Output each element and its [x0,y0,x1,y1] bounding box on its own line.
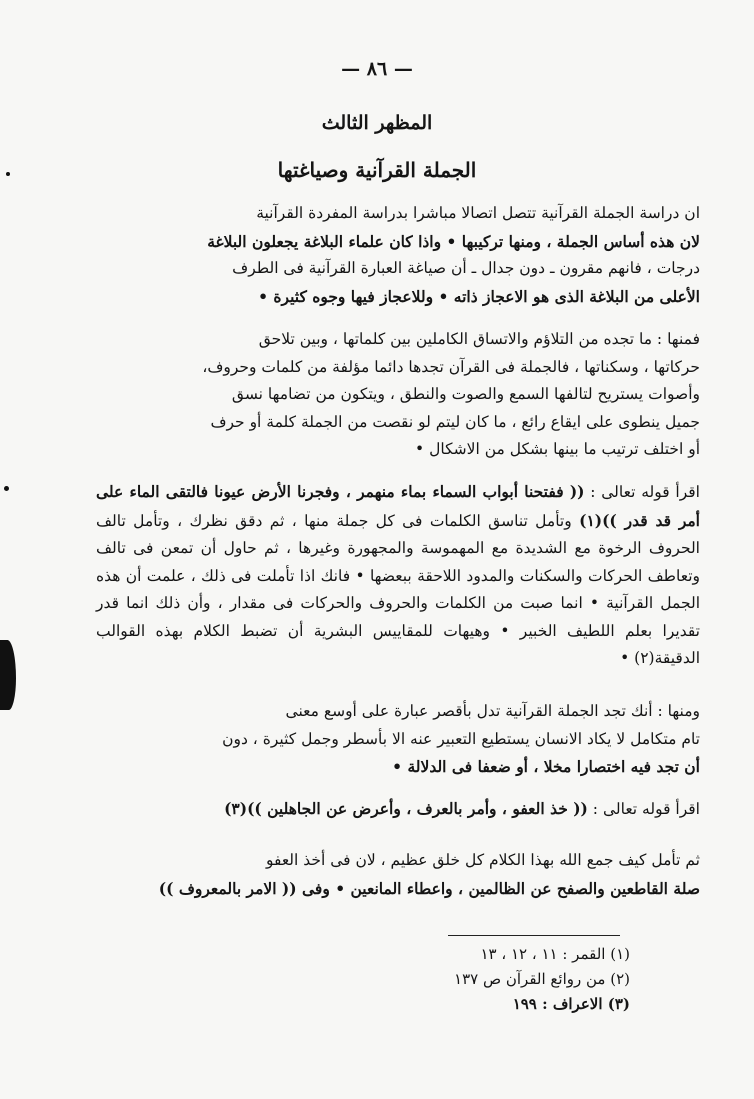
paragraph-harmony [96,326,700,464]
text-line: لان هذه أساس الجملة ، ومنها تركيبها • واذا كان علماء البلاغة يجعلون البلاغة [207,231,700,251]
paragraph-second-quote [96,795,700,824]
text-line: أن تجد فيه اختصارا مخلا ، أو ضعفا فى الدلالة • [392,757,700,776]
quran-quote: (( خذ العفو ، وأمر بالعرف ، وأعرض عن الجاهلين ))(٣) [224,799,588,818]
text-line: تام متكامل لا يكاد الانسان يستطيع التعبير عنه الا بأسطر وجمل كثيرة ، دون [222,729,700,748]
text-line: ان دراسة الجملة القرآنية تتصل اتصالا مباشرا بدراسة المفردة القرآنية [256,204,700,222]
text-line: جميل ينطوى على ايقاع رائع ، ما كان ليتم لو نقصت من الجملة كلمة أو حرف [210,412,700,431]
text-line: صلة القاطعين والصفح عن الظالمين ، واعطاء المانعين • وفى (( الامر بالمعروف )) [158,878,700,898]
footnote: (٢) من روائع القرآن ص ١٣٧ [454,970,630,988]
footnote: (١) القمر : ١١ ، ١٢ ، ١٣ [480,945,630,963]
paragraph-body: وتأمل تناسق الكلمات فى كل جملة منها ، ثم دقق نظرك ، وتأمل تالف الحروف الرخوة مع الشديدة مع المهموسة والمجهورة وغيرها ، ثم حاول أن تمعن فى تالف وتعاطف الحركات والسكنات والمدود اللاحقة ببعضها • فانك اذا تأملت فى ذلك ، علمت أن هذه الجمل القرآنية • انما صبت من الكلمات والحروف والحركات فى مقدار ، وأن ذلك انما قدر تقديرا بعلم اللطيف الخبير • وهيهات للمقاييس البشرية أن تضبط الكلام بهذه القوالب الدقيقة(٢) • [96,511,700,667]
quran-quote: (( ففتحنا أبواب السماء بماء منهمر ، وفجرنا الأرض عيونا فالتقى الماء على أمر قد قدر ))(١) [96,482,700,530]
paragraph-intro [96,200,700,310]
text-line: أو اختلف ترتيب ما بينها بشكل من الاشكال • [415,440,700,458]
paragraph-concision [96,698,700,781]
paragraph-reflection [96,847,700,902]
text-line: درجات ، فانهم مقرون ـ دون جدال ـ أن صياغة العبارة القرآنية فى الطرف [232,259,700,277]
text-line: الأعلى من البلاغة الذى هو الاعجاز ذاته • وللاعجاز فيها وجوه كثيرة • [258,286,700,306]
text-line: ثم تأمل كيف جمع الله بهذا الكلام كل خلق عظيم ، لان فى أخذ العفو [265,851,700,869]
text-line: حركاتها ، وسكناتها ، فالجملة فى القرآن تجدها دائما مؤلفة من كلمات وحروف، [202,357,700,376]
quote-intro: اقرأ قوله تعالى : [584,483,700,501]
footnotes [360,942,630,1017]
text-line: وأصوات يستريح لتالفها السمع والصوت والنطق ، ويتكون من تضامها نسق [231,385,700,403]
section-subtitle: الجملة القرآنية وصياغتها [277,158,477,182]
quote-intro: اقرأ قوله تعالى : [587,800,700,818]
text-line: فمنها : ما تجده من التلاؤم والاتساق الكاملين بين كلماتها ، وبين تلاحق [258,330,700,348]
text-line: ومنها : أنك تجد الجملة القرآنية تدل بأقصر عبارة على أوسع معنى [285,702,700,720]
scan-margin-dot [4,486,9,491]
scan-margin-mark [0,640,16,710]
paragraph-example-quote [96,478,700,673]
footnote-divider [448,935,620,936]
footnote: (٣) الاعراف : ١٩٩ [512,995,630,1013]
page-number: — ٨٦ — [341,58,413,80]
section-title: المظهر الثالث [321,112,433,134]
